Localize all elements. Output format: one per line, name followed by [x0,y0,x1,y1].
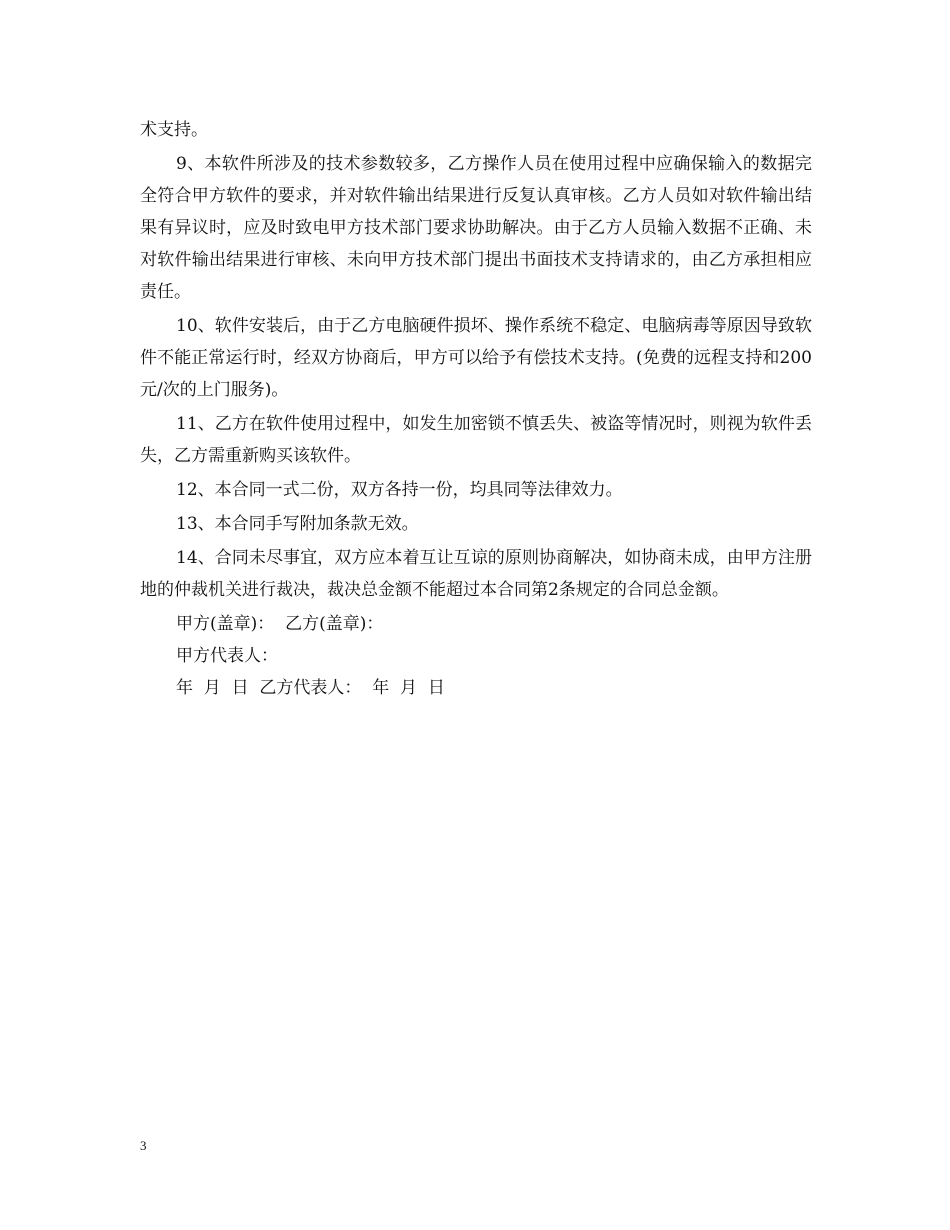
clause-12: 12、本合同一式二份，双方各持一份，均具同等法律效力。 [176,480,623,500]
signature-representative-line: 甲方代表人： [176,646,278,666]
clause-11: 11、乙方在软件使用过程中，如发生加密锁不慎丢失、被盗等情况时，则视为软件丢失，乙方需重新购买该软件。 [140,414,812,466]
clause-13: 13、本合同手写附加条款无效。 [176,514,419,534]
document-body [140,114,812,704]
clause-14: 14、合同未尽事宜，双方应本着互让互谅的原则协商解决，如协商未成，由甲方注册地的仲裁机关进行裁决，裁决总金额不能超过本合同第2条规定的合同总金额。 [140,548,812,600]
clause-9: 9、本软件所涉及的技术参数较多，乙方操作人员在使用过程中应确保输入的数据完全符合甲方软件的要求，并对软件输出结果进行反复认真审核。乙方人员如对软件输出结果有异议时，应及时致电甲方技术部门要求协助解决。由于乙方人员输入数据不正确、未对软件输出结果进行审核、未向甲方技术部门提出书面技术支持请求的，由乙方承担相应责任。 [140,154,812,302]
page-number: 3 [140,1138,147,1153]
signature-seals-line: 甲方(盖章)： 乙方(盖章)： [176,614,384,634]
clause-10: 10、软件安装后，由于乙方电脑硬件损坏、操作系统不稳定、电脑病毒等原因导致软件不能正常运行时，经双方协商后，甲方可以给予有偿技术支持。(免费的远程支持和200元/次的上门服务)。 [140,316,812,400]
paragraph-continuation: 术支持。 [140,120,208,140]
signature-date-line: 年 月 日 乙方代表人： 年 月 日 [176,678,445,698]
